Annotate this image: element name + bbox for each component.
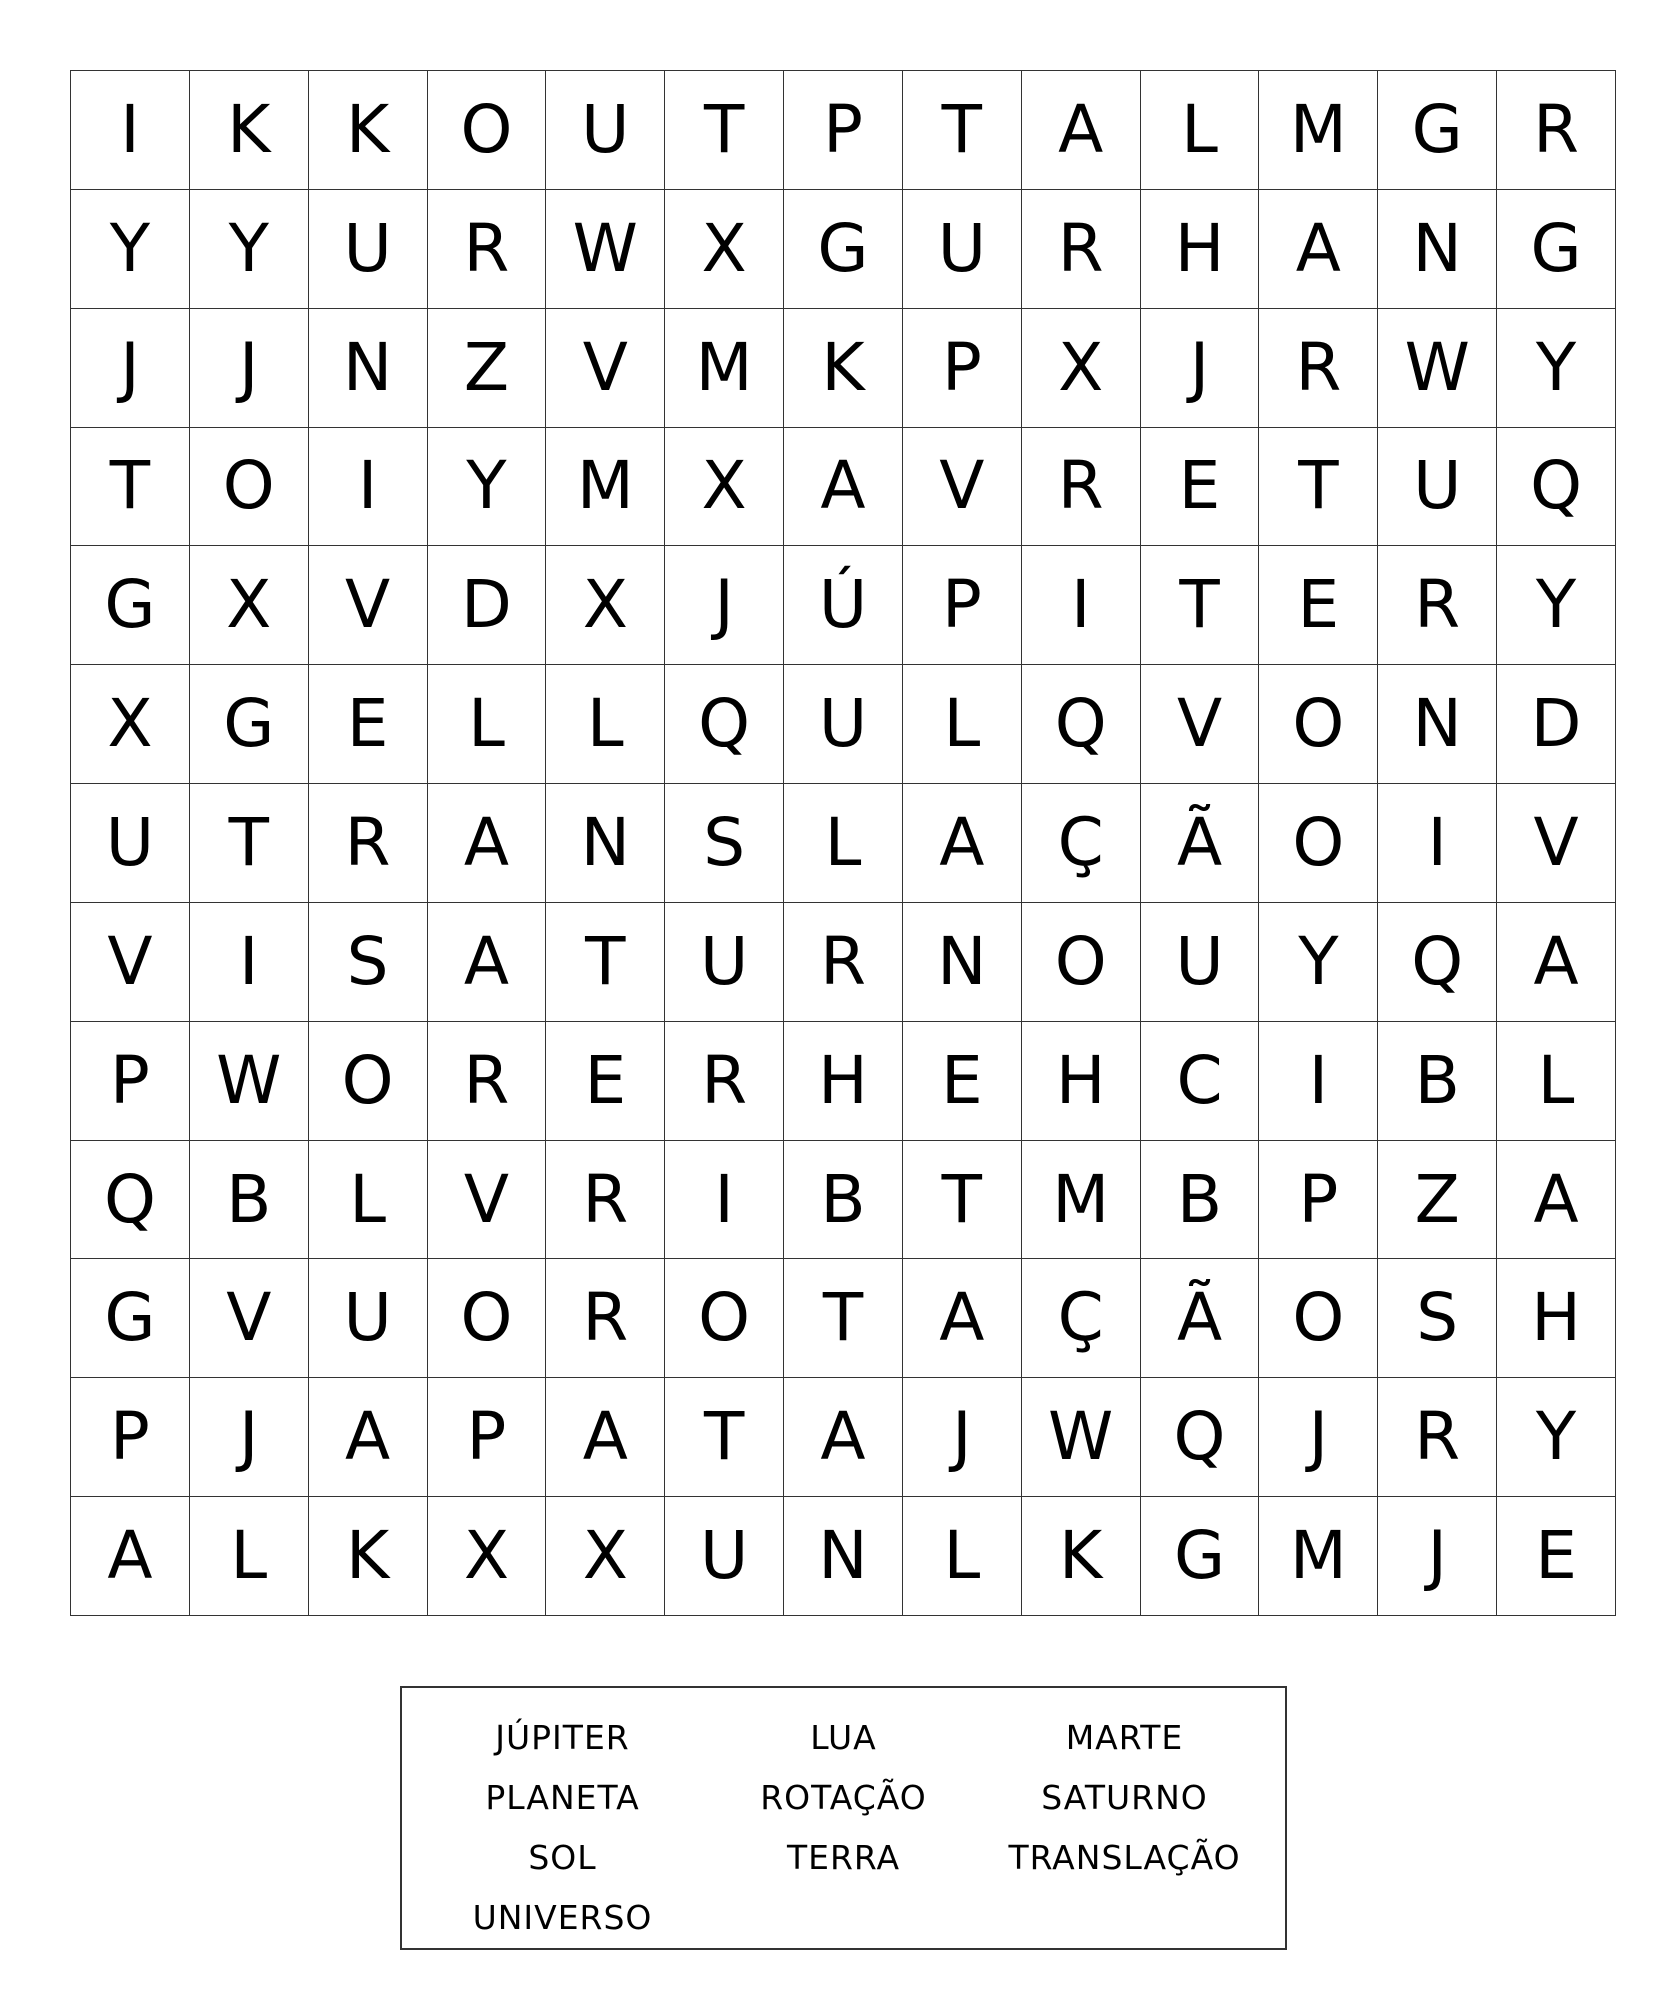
grid-cell[interactable]: T [1259,428,1378,547]
grid-cell[interactable]: B [1141,1141,1260,1260]
grid-cell[interactable]: Q [1141,1378,1260,1497]
grid-cell[interactable]: H [1497,1259,1616,1378]
word-bank-word: TRANSLAÇÃO [1008,1838,1241,1877]
grid-cell[interactable]: U [903,190,1022,309]
word-bank-word: UNIVERSO [472,1898,653,1937]
grid-cell[interactable]: G [71,546,190,665]
grid-cell[interactable]: U [71,784,190,903]
grid-cell[interactable]: V [428,1141,547,1260]
grid-cell[interactable]: L [903,665,1022,784]
grid-cell[interactable]: M [665,309,784,428]
grid-cell[interactable]: Y [1497,309,1616,428]
word-bank-word: SATURNO [1041,1778,1208,1817]
grid-cell[interactable]: U [665,1497,784,1616]
grid-cell[interactable]: J [1141,309,1260,428]
grid-cell[interactable]: L [546,665,665,784]
grid-cell[interactable]: A [1497,903,1616,1022]
grid-cell[interactable]: W [1022,1378,1141,1497]
grid-cell[interactable]: K [309,71,428,190]
grid-cell[interactable]: A [428,903,547,1022]
grid-cell[interactable]: O [428,71,547,190]
grid-cell[interactable]: N [903,903,1022,1022]
word-bank-word: SOL [528,1838,597,1877]
grid-cell[interactable]: V [71,903,190,1022]
word-bank-word: PLANETA [485,1778,640,1817]
grid-cell[interactable]: X [665,428,784,547]
grid-cell[interactable]: H [1022,1022,1141,1141]
grid-cell[interactable]: S [1378,1259,1497,1378]
grid-cell[interactable]: T [665,1378,784,1497]
grid-cell[interactable]: X [71,665,190,784]
grid-cell[interactable]: A [1259,190,1378,309]
grid-cell[interactable]: U [309,190,428,309]
grid-cell[interactable]: A [903,784,1022,903]
grid-cell[interactable]: V [1497,784,1616,903]
grid-cell[interactable]: R [309,784,428,903]
grid-cell[interactable]: Q [1378,903,1497,1022]
grid-cell[interactable]: R [546,1141,665,1260]
grid-cell[interactable]: P [903,309,1022,428]
grid-cell[interactable]: P [1259,1141,1378,1260]
grid-cell[interactable]: A [428,784,547,903]
grid-cell[interactable]: Y [1497,546,1616,665]
grid-cell[interactable]: B [190,1141,309,1260]
grid-cell[interactable]: R [784,903,903,1022]
grid-cell[interactable]: Q [1497,428,1616,547]
grid-cell[interactable]: B [1378,1022,1497,1141]
grid-cell[interactable]: B [784,1141,903,1260]
grid-cell[interactable]: J [71,309,190,428]
grid-cell[interactable]: Ú [784,546,903,665]
grid-cell[interactable]: X [665,190,784,309]
grid-cell[interactable]: A [546,1378,665,1497]
word-bank-column [984,1708,1265,1948]
grid-cell[interactable]: A [1022,71,1141,190]
grid-cell[interactable]: N [1378,190,1497,309]
grid-cell[interactable]: J [190,1378,309,1497]
grid-cell[interactable]: X [546,1497,665,1616]
grid-cell[interactable]: N [1378,665,1497,784]
grid-cell[interactable]: P [428,1378,547,1497]
grid-cell[interactable]: P [71,1378,190,1497]
grid-cell[interactable]: V [309,546,428,665]
grid-cell[interactable]: R [1022,190,1141,309]
grid-cell[interactable]: I [71,71,190,190]
grid-cell[interactable]: T [1141,546,1260,665]
grid-cell[interactable]: J [1259,1378,1378,1497]
grid-cell[interactable]: X [1022,309,1141,428]
grid-cell[interactable]: Z [1378,1141,1497,1260]
grid-cell[interactable]: E [903,1022,1022,1141]
grid-cell[interactable]: G [1497,190,1616,309]
grid-cell[interactable]: O [1259,1259,1378,1378]
grid-cell[interactable]: Ã [1141,784,1260,903]
grid-cell[interactable]: Ç [1022,1259,1141,1378]
grid-cell[interactable]: Q [665,665,784,784]
grid-cell[interactable]: O [1022,903,1141,1022]
grid-cell[interactable]: X [546,546,665,665]
grid-cell[interactable]: I [309,428,428,547]
grid-cell[interactable]: N [309,309,428,428]
word-bank-word: MARTE [1065,1718,1184,1757]
grid-cell[interactable]: R [546,1259,665,1378]
grid-cell[interactable]: S [665,784,784,903]
grid-cell[interactable]: K [309,1497,428,1616]
grid-cell[interactable]: A [309,1378,428,1497]
grid-cell[interactable]: U [1141,903,1260,1022]
grid-cell[interactable]: W [1378,309,1497,428]
grid-cell[interactable]: X [428,1497,547,1616]
grid-cell[interactable]: Ç [1022,784,1141,903]
grid-cell[interactable]: D [428,546,547,665]
grid-cell[interactable]: I [190,903,309,1022]
grid-cell[interactable]: O [428,1259,547,1378]
grid-cell[interactable]: T [546,903,665,1022]
grid-cell[interactable]: G [784,190,903,309]
grid-cell[interactable]: Y [190,190,309,309]
word-search-grid [70,70,1616,1616]
grid-cell[interactable]: E [1259,546,1378,665]
grid-cell[interactable]: K [784,309,903,428]
grid-cell[interactable]: R [665,1022,784,1141]
grid-cell[interactable]: M [1259,71,1378,190]
grid-cell[interactable]: K [1022,1497,1141,1616]
grid-cell[interactable]: C [1141,1022,1260,1141]
grid-cell[interactable]: U [665,903,784,1022]
grid-cell[interactable]: W [190,1022,309,1141]
grid-cell[interactable]: Ã [1141,1259,1260,1378]
grid-cell[interactable]: Y [428,428,547,547]
grid-cell[interactable]: J [1378,1497,1497,1616]
grid-cell[interactable]: V [903,428,1022,547]
grid-cell[interactable]: Y [1497,1378,1616,1497]
grid-cell[interactable]: L [903,1497,1022,1616]
grid-cell[interactable]: T [71,428,190,547]
grid-cell[interactable]: G [1378,71,1497,190]
grid-cell[interactable]: K [190,71,309,190]
grid-cell[interactable]: R [428,190,547,309]
grid-cell[interactable]: H [1141,190,1260,309]
grid-cell[interactable]: D [1497,665,1616,784]
grid-cell[interactable]: M [1259,1497,1378,1616]
grid-cell[interactable]: T [903,1141,1022,1260]
grid-cell[interactable]: T [665,71,784,190]
grid-cell[interactable]: R [1259,309,1378,428]
grid-cell[interactable]: A [784,428,903,547]
grid-cell[interactable]: P [784,71,903,190]
word-bank [400,1686,1287,1950]
grid-cell[interactable]: O [1259,784,1378,903]
grid-cell[interactable]: T [190,784,309,903]
grid-cell[interactable]: R [1378,546,1497,665]
word-bank-column [422,1708,703,1948]
grid-cell[interactable]: O [665,1259,784,1378]
grid-cell[interactable]: M [546,428,665,547]
grid-cell[interactable]: I [1259,1022,1378,1141]
grid-cell[interactable]: P [903,546,1022,665]
word-bank-word: ROTAÇÃO [760,1778,927,1817]
grid-cell[interactable]: Y [1259,903,1378,1022]
grid-cell[interactable]: E [1141,428,1260,547]
grid-cell[interactable]: H [784,1022,903,1141]
grid-cell[interactable]: N [784,1497,903,1616]
grid-cell[interactable]: A [71,1497,190,1616]
grid-cell[interactable]: U [1378,428,1497,547]
grid-cell[interactable]: U [546,71,665,190]
grid-cell[interactable]: V [1141,665,1260,784]
grid-cell[interactable]: L [1141,71,1260,190]
grid-cell[interactable]: R [428,1022,547,1141]
grid-cell[interactable]: Y [71,190,190,309]
grid-cell[interactable]: R [1378,1378,1497,1497]
grid-cell[interactable]: W [546,190,665,309]
grid-cell[interactable]: S [309,903,428,1022]
grid-cell[interactable]: I [1378,784,1497,903]
grid-cell[interactable]: U [309,1259,428,1378]
grid-cell[interactable]: I [1022,546,1141,665]
grid-cell[interactable]: X [190,546,309,665]
grid-cell[interactable]: E [309,665,428,784]
grid-cell[interactable]: U [784,665,903,784]
grid-cell[interactable]: A [903,1259,1022,1378]
grid-cell[interactable]: J [903,1378,1022,1497]
grid-cell[interactable]: O [1259,665,1378,784]
grid-cell[interactable]: Q [71,1141,190,1260]
grid-cell[interactable]: T [903,71,1022,190]
word-bank-column [703,1708,984,1948]
grid-cell[interactable]: V [190,1259,309,1378]
grid-cell[interactable]: J [190,309,309,428]
grid-cell[interactable]: V [546,309,665,428]
grid-cell[interactable]: R [1497,71,1616,190]
grid-cell[interactable]: L [309,1141,428,1260]
grid-cell[interactable]: A [784,1378,903,1497]
grid-cell[interactable]: J [665,546,784,665]
grid-cell[interactable]: T [784,1259,903,1378]
grid-cell[interactable]: G [190,665,309,784]
grid-cell[interactable]: L [190,1497,309,1616]
grid-cell[interactable]: L [784,784,903,903]
grid-cell[interactable]: M [1022,1141,1141,1260]
grid-cell[interactable]: A [1497,1141,1616,1260]
grid-cell[interactable]: N [546,784,665,903]
grid-cell[interactable]: O [309,1022,428,1141]
grid-cell[interactable]: E [546,1022,665,1141]
grid-cell[interactable]: E [1497,1497,1616,1616]
grid-cell[interactable]: O [190,428,309,547]
grid-cell[interactable]: I [665,1141,784,1260]
grid-cell[interactable]: G [71,1259,190,1378]
word-bank-word: LUA [810,1718,877,1757]
word-bank-word: JÚPITER [495,1718,630,1757]
grid-cell[interactable]: G [1141,1497,1260,1616]
grid-cell[interactable]: P [71,1022,190,1141]
grid-cell[interactable]: L [1497,1022,1616,1141]
grid-cell[interactable]: Q [1022,665,1141,784]
grid-cell[interactable]: L [428,665,547,784]
word-bank-word: TERRA [786,1838,901,1877]
grid-cell[interactable]: Z [428,309,547,428]
grid-cell[interactable]: R [1022,428,1141,547]
